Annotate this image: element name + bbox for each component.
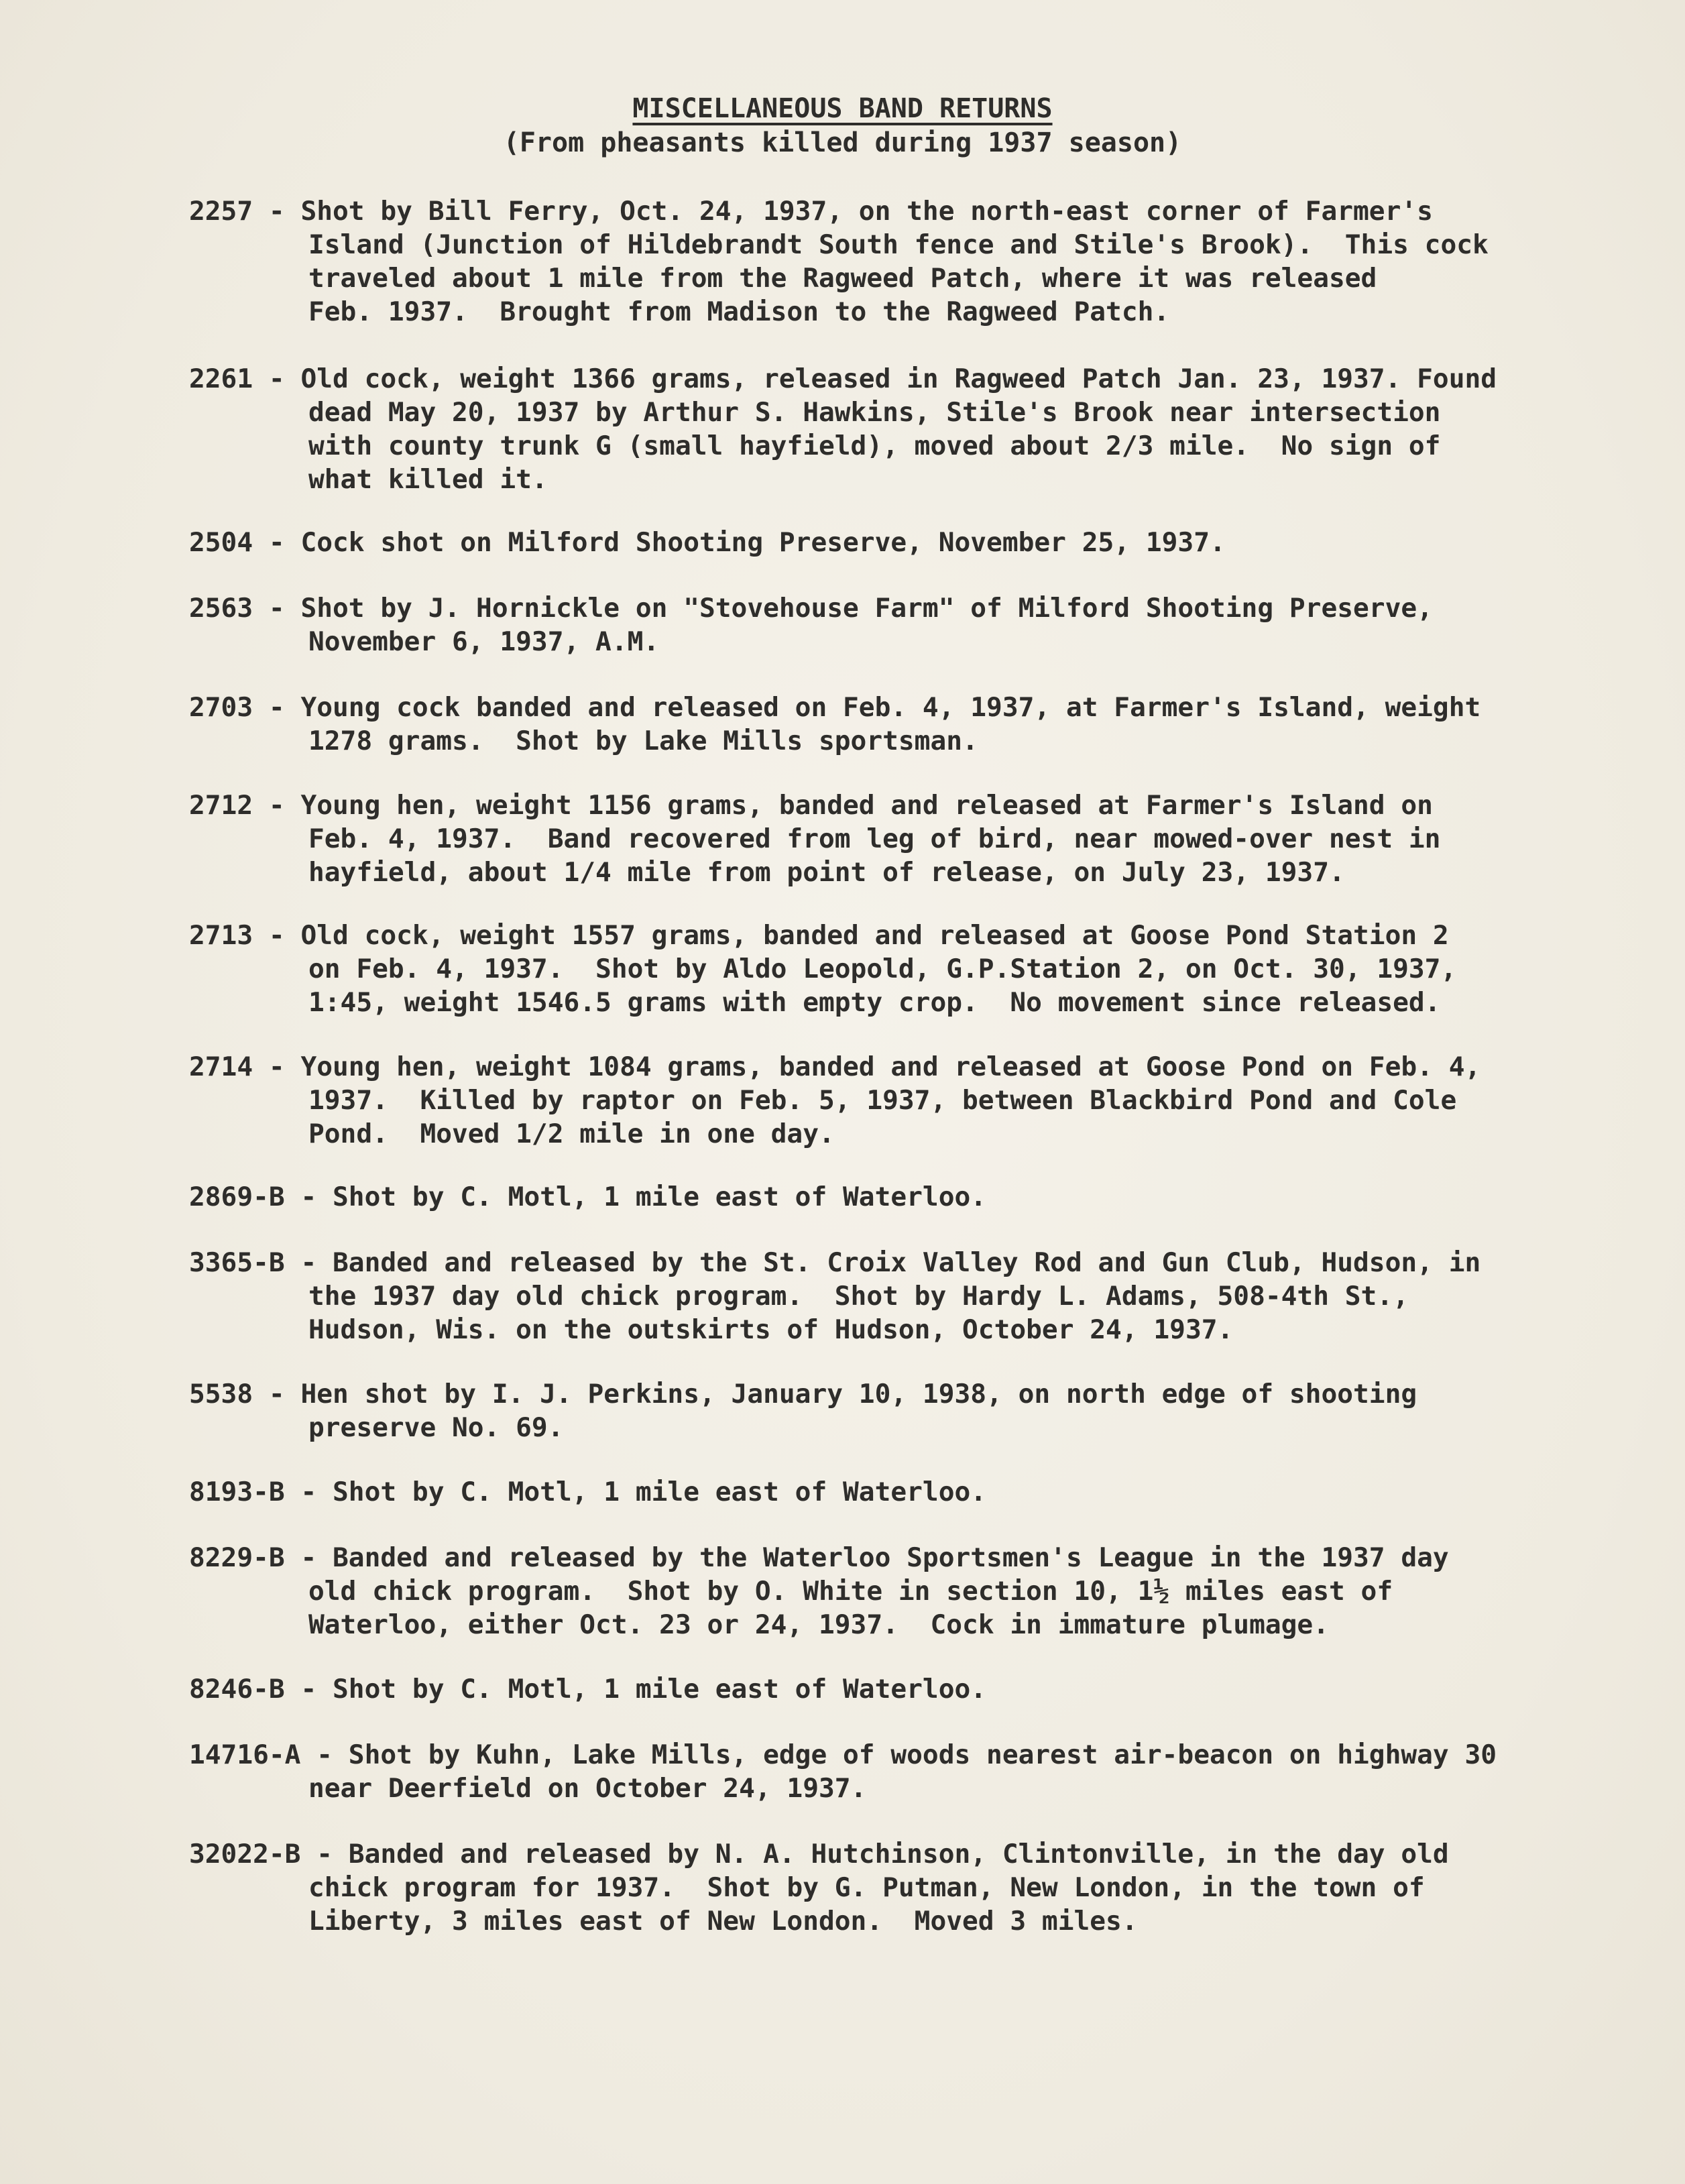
band-entry-2712 bbox=[189, 789, 1584, 889]
entry-line: 2504 - Cock shot on Milford Shooting Preserve, November 25, 1937. bbox=[189, 527, 1226, 558]
band-entry-32022-b bbox=[189, 1837, 1584, 1938]
entry-line: 2261 - Old cock, weight 1366 grams, released in Ragweed Patch Jan. 23, 1937. Found bbox=[189, 363, 1497, 394]
entry-line: 2563 - Shot by J. Hornickle on "Stovehouse Farm" of Milford Shooting Preserve, bbox=[189, 593, 1433, 624]
entry-line: traveled about 1 mile from the Ragweed Patch, where it was released bbox=[308, 263, 1377, 294]
entry-line: Liberty, 3 miles east of New London. Moved 3 miles. bbox=[308, 1906, 1138, 1937]
entry-line: 2703 - Young cock banded and released on Feb. 4, 1937, at Farmer's Island, weight bbox=[189, 692, 1481, 723]
entry-line: 1:45, weight 1546.5 grams with empty crop. No movement since released. bbox=[308, 987, 1441, 1018]
entry-line: 14716-A - Shot by Kuhn, Lake Mills, edge of woods nearest air-beacon on highway 30 bbox=[189, 1739, 1497, 1770]
entry-line: 8229-B - Banded and released by the Waterloo Sportsmen's League in the 1937 day bbox=[189, 1542, 1449, 1573]
entry-line: dead May 20, 1937 by Arthur S. Hawkins, Stile's Brook near intersection bbox=[308, 397, 1441, 428]
band-entry-5538 bbox=[189, 1377, 1584, 1444]
entry-line: 3365-B - Banded and released by the St. Croix Valley Rod and Gun Club, Hudson, in bbox=[189, 1247, 1481, 1278]
band-entry-8246-b bbox=[189, 1672, 1584, 1706]
entry-line: what killed it. bbox=[308, 464, 548, 495]
entry-line: Island (Junction of Hildebrandt South fence and Stile's Brook). This cock bbox=[308, 229, 1489, 260]
document-title: MISCELLANEOUS BAND RETURNS bbox=[632, 93, 1053, 124]
entry-line: 8193-B - Shot by C. Motl, 1 mile east of Waterloo. bbox=[189, 1477, 987, 1507]
band-entry-2563 bbox=[189, 591, 1584, 658]
entry-line: 32022-B - Banded and released by N. A. Hutchinson, Clintonville, in the day old bbox=[189, 1839, 1449, 1870]
band-entry-8193-b bbox=[189, 1475, 1584, 1509]
entry-line: 8246-B - Shot by C. Motl, 1 mile east of Waterloo. bbox=[189, 1674, 987, 1705]
band-entry-3365-b bbox=[189, 1246, 1584, 1346]
entry-line: hayfield, about 1/4 mile from point of release, on July 23, 1937. bbox=[308, 857, 1345, 888]
entry-line: near Deerfield on October 24, 1937. bbox=[308, 1773, 867, 1804]
entry-line: chick program for 1937. Shot by G. Putman, New London, in the town of bbox=[308, 1872, 1425, 1903]
band-entry-2713 bbox=[189, 919, 1584, 1019]
entry-line: Feb. 1937. Brought from Madison to the Ragweed Patch. bbox=[308, 296, 1170, 327]
band-entry-2257 bbox=[189, 194, 1584, 329]
band-entry-2703 bbox=[189, 691, 1584, 758]
band-entry-2714 bbox=[189, 1050, 1584, 1151]
entry-line: Waterloo, either Oct. 23 or 24, 1937. Cock in immature plumage. bbox=[308, 1609, 1329, 1640]
entry-line: 2712 - Young hen, weight 1156 grams, banded and released at Farmer's Island on bbox=[189, 790, 1433, 821]
band-entry-2504 bbox=[189, 526, 1584, 559]
band-entry-8229-b bbox=[189, 1541, 1584, 1642]
entry-line: old chick program. Shot by O. White in section 10, 1½ miles east of bbox=[308, 1576, 1393, 1607]
entry-line: November 6, 1937, A.M. bbox=[308, 626, 660, 657]
entry-line: 2257 - Shot by Bill Ferry, Oct. 24, 1937, on the north-east corner of Farmer's bbox=[189, 196, 1433, 227]
entry-line: preserve No. 69. bbox=[308, 1412, 564, 1443]
entry-line: 1278 grams. Shot by Lake Mills sportsman. bbox=[308, 726, 978, 756]
band-entry-14716-a bbox=[189, 1738, 1584, 1805]
entry-line: 2713 - Old cock, weight 1557 grams, banded and released at Goose Pond Station 2 bbox=[189, 920, 1449, 951]
band-entry-2261 bbox=[189, 362, 1584, 496]
entry-line: 2714 - Young hen, weight 1084 grams, banded and released at Goose Pond on Feb. 4, bbox=[189, 1051, 1481, 1082]
entry-line: the 1937 day old chick program. Shot by Hardy L. Adams, 508-4th St., bbox=[308, 1281, 1409, 1312]
entry-line: 2869-B - Shot by C. Motl, 1 mile east of Waterloo. bbox=[189, 1182, 987, 1212]
entry-line: on Feb. 4, 1937. Shot by Aldo Leopold, G.P.Station 2, on Oct. 30, 1937, bbox=[308, 954, 1457, 984]
document-header bbox=[0, 93, 1685, 161]
entry-line: with county trunk G (small hayfield), moved about 2/3 mile. No sign of bbox=[308, 430, 1441, 461]
entry-line: Hudson, Wis. on the outskirts of Hudson, October 24, 1937. bbox=[308, 1314, 1234, 1345]
entry-line: Pond. Moved 1/2 mile in one day. bbox=[308, 1118, 835, 1149]
entry-line: 1937. Killed by raptor on Feb. 5, 1937, between Blackbird Pond and Cole bbox=[308, 1085, 1457, 1116]
entry-line: Feb. 4, 1937. Band recovered from leg of bird, near mowed-over nest in bbox=[308, 823, 1441, 854]
entry-line: 5538 - Hen shot by I. J. Perkins, January 10, 1938, on north edge of shooting bbox=[189, 1379, 1417, 1410]
document-subtitle: (From pheasants killed during 1937 season) bbox=[503, 127, 1182, 158]
band-entry-2869-b bbox=[189, 1180, 1584, 1214]
